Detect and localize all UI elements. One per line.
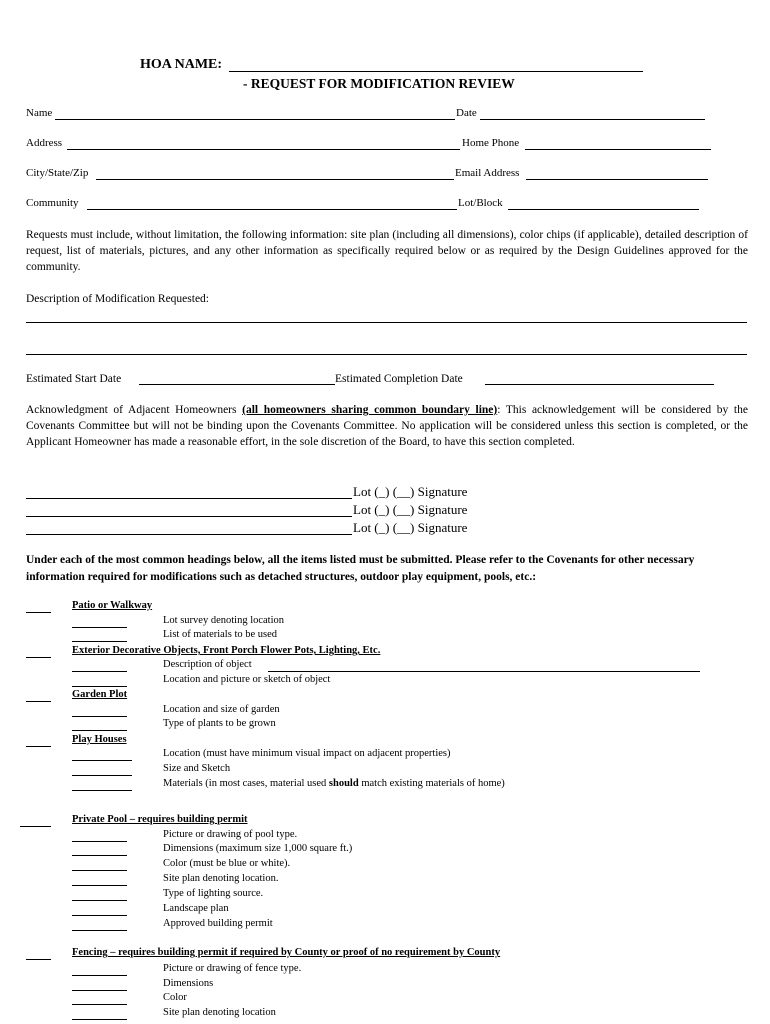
hoa-name-label: HOA NAME: [140,57,223,72]
play-item-1: Location (must have minimum visual impact on adjacent properties) [163,748,451,759]
play-checkbox-line[interactable] [26,746,51,747]
description-line-2[interactable] [26,354,747,355]
exterior-item-line-1[interactable] [72,671,127,672]
fencing-item-1: Picture or drawing of fence type. [163,963,302,974]
exterior-heading: Exterior Decorative Objects, Front Porch Flower Pots, Lighting, Etc. [72,645,381,656]
exterior-checkbox-line[interactable] [26,657,51,658]
lot-block-field[interactable] [508,209,699,210]
address-field[interactable] [67,149,460,150]
fencing-item-line-4[interactable] [72,1019,127,1020]
pool-heading: Private Pool – requires building permit [72,814,248,825]
pool-checkbox-line[interactable] [20,826,51,827]
garden-item-2: Type of plants to be grown [163,718,276,729]
play-item-2: Size and Sketch [163,763,231,774]
neighbor-signature-line-2[interactable] [26,516,352,517]
fencing-checkbox-line[interactable] [26,959,51,960]
pool-item-line-7[interactable] [72,930,127,931]
play-materials-pre: Materials (in most cases, material used [163,778,329,789]
date-label: Date [456,107,477,119]
address-label: Address [26,137,63,149]
home-phone-label: Home Phone [462,137,520,149]
acknowledgment-paragraph [26,402,748,450]
acknowledgment-emphasis: (all homeowners sharing common boundary line) [242,404,498,416]
name-field[interactable] [55,119,455,120]
completion-date-label: Estimated Completion Date [335,373,463,385]
patio-item-1: Lot survey denoting location [163,615,285,626]
exterior-item-2: Location and picture or sketch of object [163,674,331,685]
email-label: Email Address [455,167,520,179]
patio-item-line-1[interactable] [72,627,127,628]
acknowledgment-rest: : This acknowledgement will be considered by the Covenants Committee but will not be binding upon the Covenants Committee. No application will be considered unless this section is completed, or the Applicant Homeowner has made a reasonable effort, in the sole discretion of the Board, to have this section completed. [26,404,748,448]
garden-item-line-2[interactable] [72,730,127,731]
exterior-description-field[interactable] [268,671,700,672]
fencing-item-line-1[interactable] [72,975,127,976]
fencing-item-line-2[interactable] [72,990,127,991]
requirements-paragraph: Requests must include, without limitation, the following information: site plan (including all dimensions), color chips (if applicable), detailed description of request, list of materials, pictures, and any other information as specifically required below or as required by the Design Guidelines approved for the community. [26,229,748,273]
garden-item-1: Location and size of garden [163,704,280,715]
patio-checkbox-line[interactable] [26,612,51,613]
city-state-zip-label: City/State/Zip [26,167,89,179]
play-materials-bold: should [328,778,359,789]
pool-item-6: Landscape plan [163,903,229,914]
instructions-paragraph: Under each of the most common headings below, all the items listed must be submitted. Please refer to the Covenants for other necessary information required for modifications such as detached structures, outdoor play equipment, pools, etc.: [26,554,695,583]
date-field[interactable] [480,119,705,120]
exterior-item-line-2[interactable] [72,686,127,687]
garden-heading: Garden Plot [72,689,128,700]
signature-label-1: Lot (_) (__) Signature [353,484,468,499]
fencing-item-4: Site plan denoting location [163,1007,276,1018]
pool-item-line-1[interactable] [72,841,127,842]
pool-item-4: Site plan denoting location. [163,873,279,884]
signature-label-2: Lot (_) (__) Signature [353,502,468,517]
patio-item-2: List of materials to be used [163,629,278,640]
pool-item-line-5[interactable] [72,900,127,901]
pool-item-line-3[interactable] [72,870,127,871]
play-item-line-2[interactable] [72,775,132,776]
fencing-item-3: Color [163,992,187,1003]
patio-heading: Patio or Walkway [72,600,153,611]
play-item-line-1[interactable] [72,760,132,761]
neighbor-signature-line-3[interactable] [26,534,352,535]
pool-item-7: Approved building permit [163,918,273,929]
home-phone-field[interactable] [525,149,711,150]
description-label: Description of Modification Requested: [26,293,210,305]
play-heading: Play Houses [72,734,127,745]
start-date-label: Estimated Start Date [26,373,122,385]
play-materials-post: match existing materials of home) [358,778,505,789]
garden-checkbox-line[interactable] [26,701,51,702]
play-item-line-3[interactable] [72,790,132,791]
acknowledgment-lead: Acknowledgment of Adjacent Homeowners [26,404,243,416]
pool-item-3: Color (must be blue or white). [163,858,291,869]
patio-item-line-2[interactable] [72,641,127,642]
start-date-field[interactable] [139,384,335,385]
pool-item-line-2[interactable] [72,855,127,856]
pool-item-line-4[interactable] [72,885,127,886]
community-field[interactable] [87,209,457,210]
exterior-item-1: Description of object [163,659,252,670]
hoa-name-line[interactable] [229,71,643,72]
fencing-heading: Fencing – requires building permit if required by County or proof of no requirement by County [72,947,501,958]
lot-block-label: Lot/Block [458,197,503,209]
form-title: - REQUEST FOR MODIFICATION REVIEW [243,76,515,91]
community-label: Community [26,197,79,209]
city-state-zip-field[interactable] [96,179,454,180]
fencing-item-2: Dimensions [163,978,214,989]
signature-label-3: Lot (_) (__) Signature [353,520,468,535]
pool-item-5: Type of lighting source. [163,888,264,899]
name-label: Name [26,107,53,119]
pool-item-1: Picture or drawing of pool type. [163,829,298,840]
pool-item-2: Dimensions (maximum size 1,000 square ft.) [163,843,353,854]
completion-date-field[interactable] [485,384,714,385]
garden-item-line-1[interactable] [72,716,127,717]
description-line-1[interactable] [26,322,747,323]
email-field[interactable] [526,179,708,180]
play-item-3 [163,778,505,789]
neighbor-signature-line-1[interactable] [26,498,352,499]
pool-item-line-6[interactable] [72,915,127,916]
fencing-item-line-3[interactable] [72,1004,127,1005]
